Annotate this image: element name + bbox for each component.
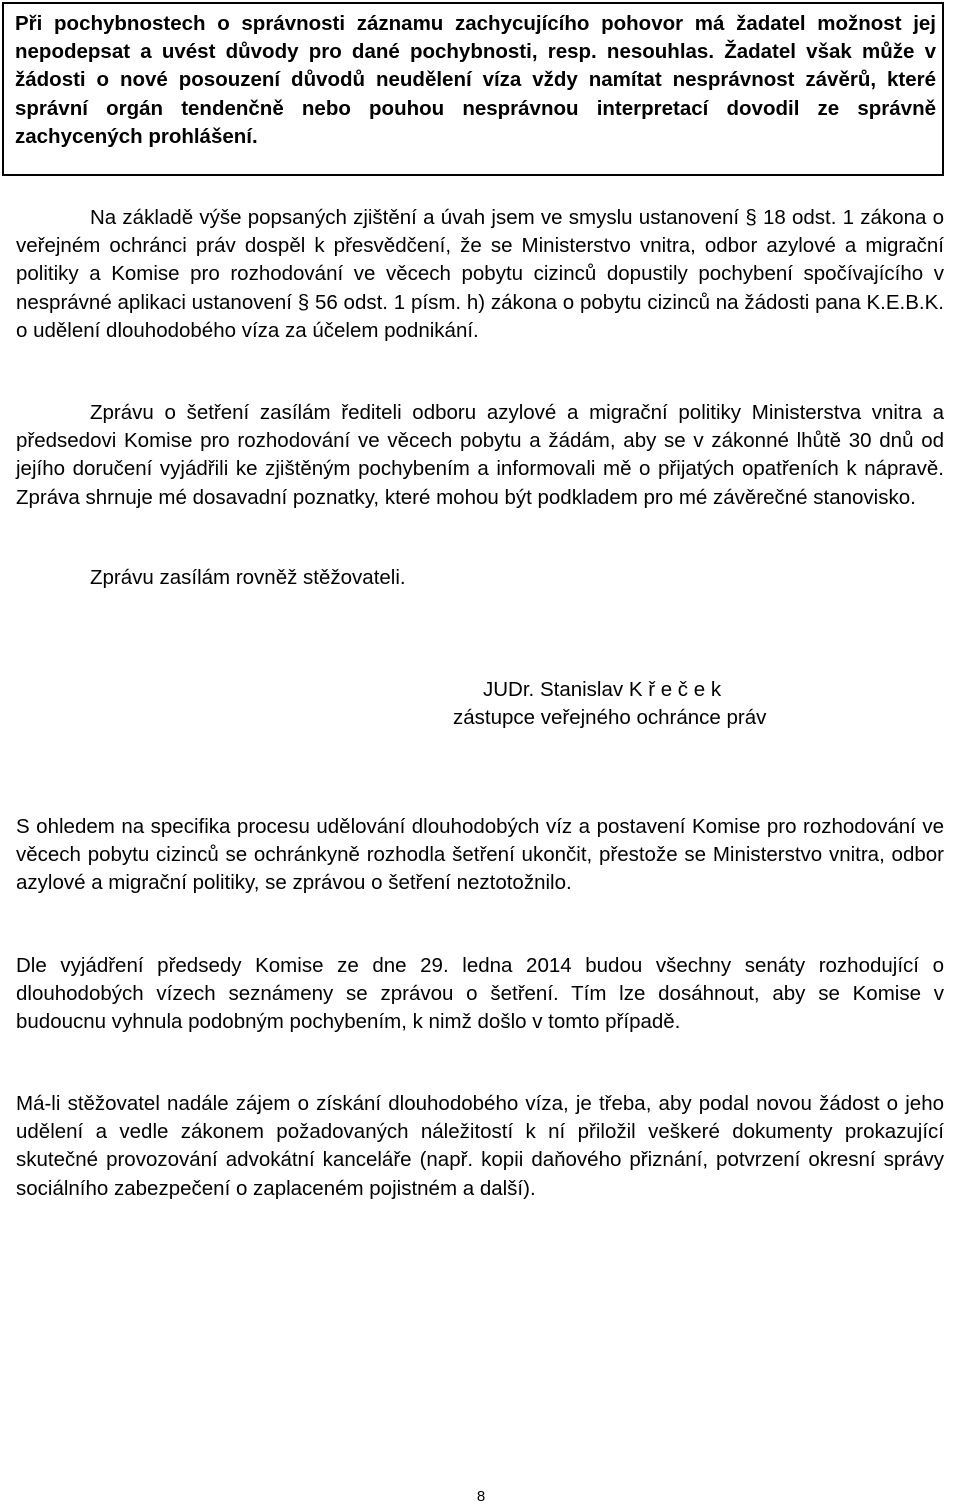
paragraph-statement-text: Dle vyjádření předsedy Komise ze dne 29. ledna 2014 budou všechny senáty rozhodující o dlouhodobých vízech seznámeny se zprávou o šetření. Tím lze dosáhnout, aby se Komise v budoucnu vyhnula podobným pochybením, k nimž došlo v tomto případě.	[16, 954, 944, 1034]
paragraph-statement	[16, 952, 944, 1037]
paragraph-send	[90, 564, 690, 592]
paragraph-send-text: Zprávu zasílám rovněž stěžovateli.	[90, 566, 406, 589]
signature-role: zástupce veřejného ochránce práv	[453, 706, 767, 729]
paragraph-conclusion	[16, 813, 944, 898]
paragraph-findings	[16, 204, 944, 345]
paragraph-advice-text: Má-li stěžovatel nadále zájem o získání dlouhodobého víza, je třeba, aby podal novou žádost o jeho udělení a vedle zákonem požadovaných náležitostí k ní přiložil veškeré dokumenty prokazující skutečné provozování advokátní kanceláře (např. kopii daňového přiznání, potvrzení okresní správy sociálního zabezpečení o zaplaceném pojistném a další).	[16, 1092, 944, 1200]
paragraph-findings-text: Na základě výše popsaných zjištění a úvah jsem ve smyslu ustanovení § 18 odst. 1 zákona o veřejném ochránci práv dospěl k přesvědčení, že se Ministerstvo vnitra, odbor azylové a migrační politiky a Komise pro rozhodování ve věcech pobytu cizinců dopustily pochybení spočívajícího v nesprávné aplikaci ustanovení § 56 odst. 1 písm. h) zákona o pobytu cizinců na žádosti pana K.E.B.K. o udělení dlouhodobého víza za účelem podnikání.	[16, 206, 944, 342]
page-number	[0, 1488, 960, 1506]
page-number-text: 8	[476, 1488, 486, 1505]
paragraph-report-text: Zprávu o šetření zasílám řediteli odboru azylové a migrační politiky Ministerstva vnitra a předsedovi Komise pro rozhodování ve věcech pobytu a žádám, aby se v zákonné lhůtě 30 dnů od jejího doručení vyjádřili ke zjištěným pochybením a informovali mě o přijatých opatřeních k nápravě. Zpráva shrnuje mé dosavadní poznatky, které mohou být podkladem pro mé závěrečné stanovisko.	[16, 401, 944, 509]
paragraph-advice	[16, 1090, 944, 1203]
paragraph-conclusion-text: S ohledem na specifika procesu udělování dlouhodobých víz a postavení Komise pro rozhodování ve věcech pobytu cizinců se ochránkyně rozhodla šetření ukončit, přestože se Ministerstvo vnitra, odbor azylové a migrační politiky, se zprávou o šetření neztotožnilo.	[16, 815, 944, 895]
boxed-note-text: Při pochybnostech o správnosti záznamu zachycujícího pohovor má žadatel možnost jej nepodepsat a uvést důvody pro dané pochybnosti, resp. nesouhlas. Žadatel však může v žádosti o nové posouzení důvodů neudělení víza vždy namítat nesprávnost závěrů, které správní orgán tendenčně nebo pouhou nesprávnou interpretací dovodil ze správně zachycených prohlášení.	[15, 12, 936, 148]
paragraph-report	[16, 399, 944, 512]
boxed-note	[2, 2, 944, 176]
signature-name: JUDr. Stanislav K ř e č e k	[483, 678, 722, 701]
